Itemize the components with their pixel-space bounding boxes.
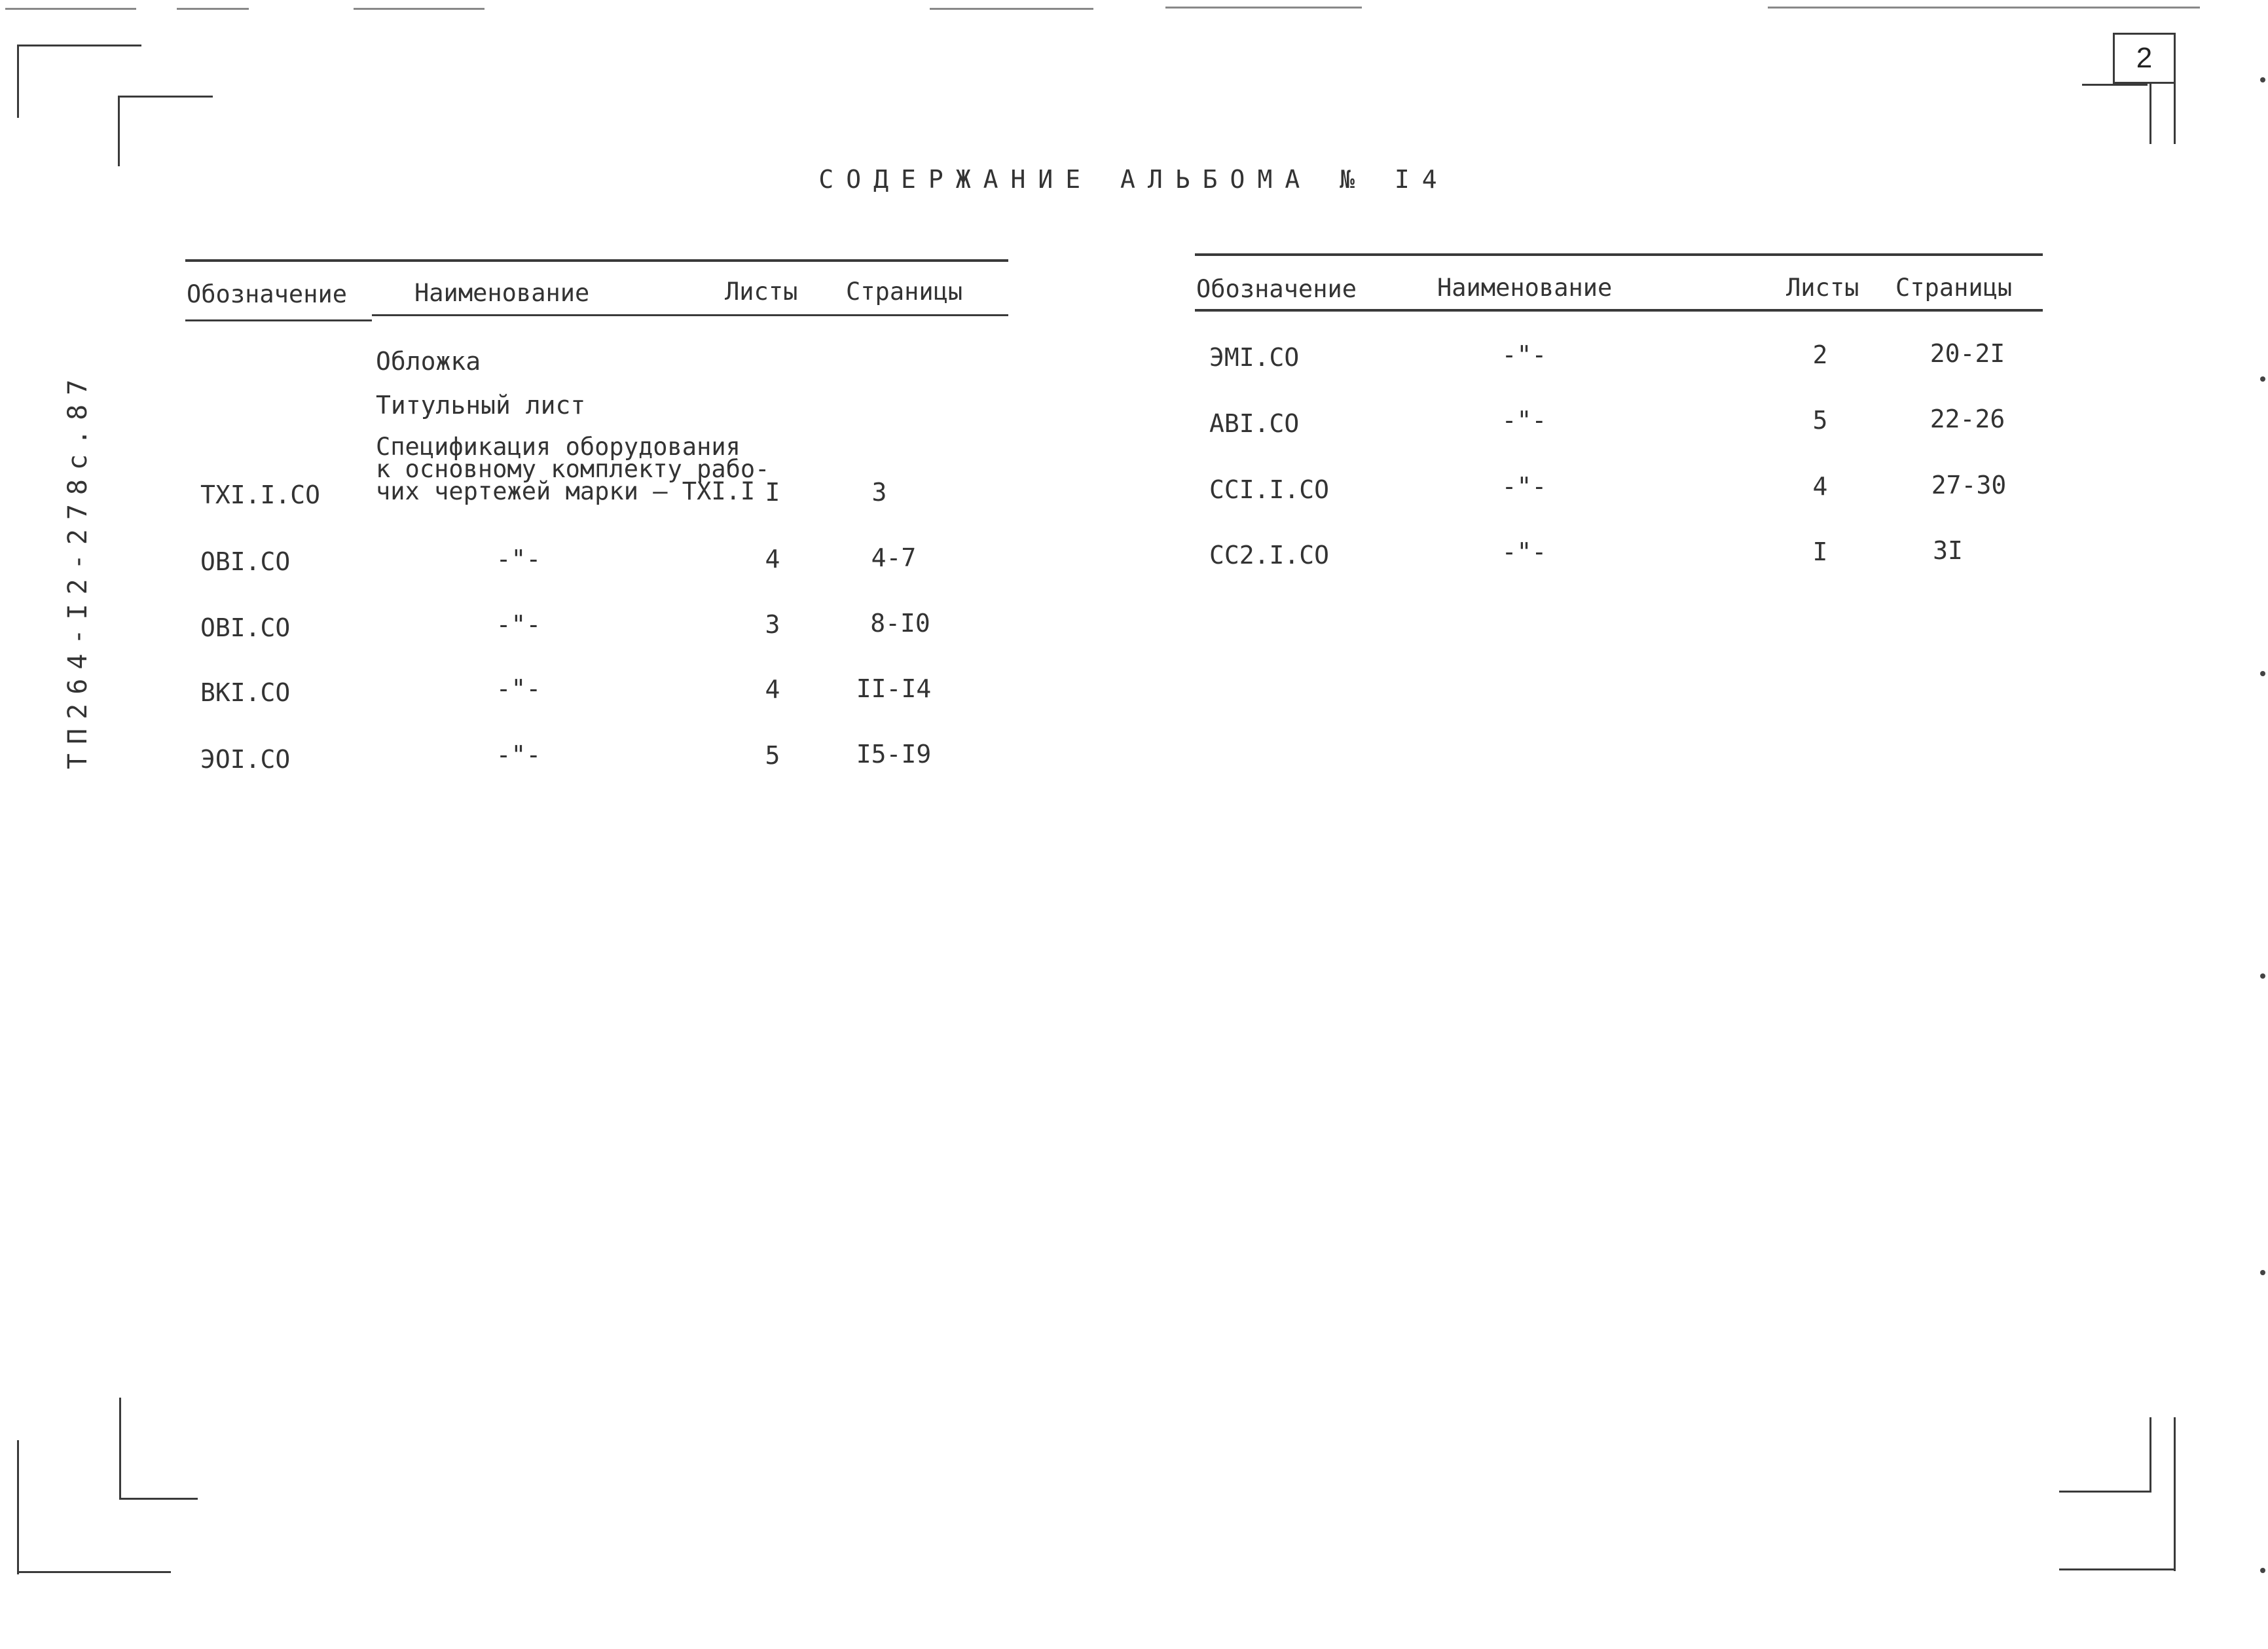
left-header-pages: Страницы — [846, 278, 963, 306]
page-number: 2 — [2113, 33, 2176, 84]
table-cell-sheets: 4 — [1812, 472, 1828, 501]
table-cell-sheets: 4 — [765, 675, 780, 704]
table-cell-pages: 3 — [871, 478, 887, 507]
table-cell-designation: ЭОI.СО — [200, 745, 291, 774]
table-cell-designation: СС2.I.СО — [1209, 541, 1330, 570]
left-header-rule — [372, 314, 1008, 316]
table-cell-pages: 22-26 — [1930, 405, 2005, 433]
right-table-top-rule — [1195, 253, 2043, 256]
right-header-sheets: Листы — [1786, 274, 1859, 302]
spec-line: к основному комплекту рабо- — [376, 455, 770, 483]
top-edge-dash — [177, 8, 249, 10]
corner-mark — [2082, 84, 2148, 86]
left-header-rule — [185, 319, 372, 321]
table-cell-name: -"- — [1501, 340, 1547, 369]
table-cell-name: -"- — [496, 545, 541, 573]
left-header-name: Наименование — [414, 279, 590, 307]
table-cell-designation: АВI.СО — [1209, 409, 1300, 438]
top-edge-dash — [5, 8, 136, 10]
page-title: СОДЕРЖАНИЕ АЛЬБОМА № I4 — [818, 165, 1450, 194]
table-cell-pages: 3I — [1933, 536, 1963, 565]
table-cell-designation: ОВI.СО — [200, 613, 291, 642]
table-cell-sheets: 3 — [765, 610, 780, 639]
scan-dot — [2260, 671, 2265, 676]
table-cell-designation: ТХI.I.СО — [200, 480, 321, 509]
corner-mark — [118, 96, 120, 166]
table-cell-designation: ССI.I.СО — [1209, 475, 1330, 504]
scan-dot — [2260, 1568, 2265, 1573]
document-code: ТП264-I2-278с.87 — [63, 370, 93, 769]
table-cell-sheets: 2 — [1812, 340, 1828, 369]
table-cell-sheets: I — [1812, 537, 1828, 566]
table-cell-name: -"- — [1501, 472, 1547, 501]
top-edge-dash — [354, 8, 485, 10]
left-table-top-rule — [185, 259, 1008, 262]
corner-mark — [2149, 84, 2151, 144]
top-edge-dash — [1165, 7, 1362, 9]
scan-dot — [2260, 77, 2265, 82]
right-header-pages: Страницы — [1895, 274, 2013, 302]
top-edge-dash — [1768, 7, 2200, 9]
table-cell-pages: II-I4 — [856, 674, 932, 703]
corner-mark — [2059, 1491, 2151, 1493]
spec-line: Спецификация оборудования — [376, 433, 741, 461]
table-cell-pages: 4-7 — [871, 543, 917, 572]
table-cell-designation: ЭМI.СО — [1209, 343, 1300, 372]
right-header-rule — [1195, 309, 2043, 312]
corner-mark — [2174, 84, 2176, 144]
corner-mark — [17, 1440, 19, 1574]
table-cell-name: -"- — [1501, 406, 1547, 435]
spec-line: чих чертежей марки – ТХI.I — [376, 477, 756, 505]
table-cell-name: -"- — [496, 610, 541, 639]
corner-mark — [17, 45, 141, 46]
corner-mark — [119, 1498, 198, 1500]
table-cell-sheets: 5 — [765, 741, 780, 770]
table-cell-pages: 27-30 — [1931, 471, 2007, 499]
scan-dot — [2260, 376, 2265, 382]
corner-mark — [118, 96, 213, 98]
table-cell-name: -"- — [496, 674, 541, 703]
table-cell-sheets: 4 — [765, 545, 780, 573]
corner-mark — [2149, 1417, 2151, 1493]
table-cell-designation: ВКI.СО — [200, 678, 291, 707]
corner-mark — [2059, 1568, 2176, 1570]
corner-mark — [17, 1571, 171, 1573]
table-cell-designation: ОВI.СО — [200, 547, 291, 576]
corner-mark — [119, 1398, 121, 1499]
spec-description — [376, 433, 770, 505]
table-cell-pages: I5-I9 — [856, 740, 932, 769]
list-item: Обложка — [376, 347, 481, 376]
right-header-name: Наименование — [1437, 274, 1613, 302]
table-cell-sheets: I — [765, 478, 780, 507]
left-header-designation: Обозначение — [187, 280, 348, 308]
scan-dot — [2260, 1270, 2265, 1275]
table-cell-pages: 20-2I — [1930, 339, 2005, 368]
table-cell-name: -"- — [496, 740, 541, 769]
right-header-designation: Обозначение — [1196, 275, 1357, 303]
table-cell-name: -"- — [1501, 537, 1547, 566]
list-item: Титульный лист — [376, 391, 586, 420]
corner-mark — [2174, 1417, 2176, 1571]
left-header-sheets: Листы — [725, 278, 798, 306]
table-cell-sheets: 5 — [1812, 406, 1828, 435]
scan-dot — [2260, 973, 2265, 979]
table-cell-pages: 8-I0 — [870, 609, 930, 638]
top-edge-dash — [930, 8, 1093, 10]
corner-mark — [17, 45, 19, 118]
